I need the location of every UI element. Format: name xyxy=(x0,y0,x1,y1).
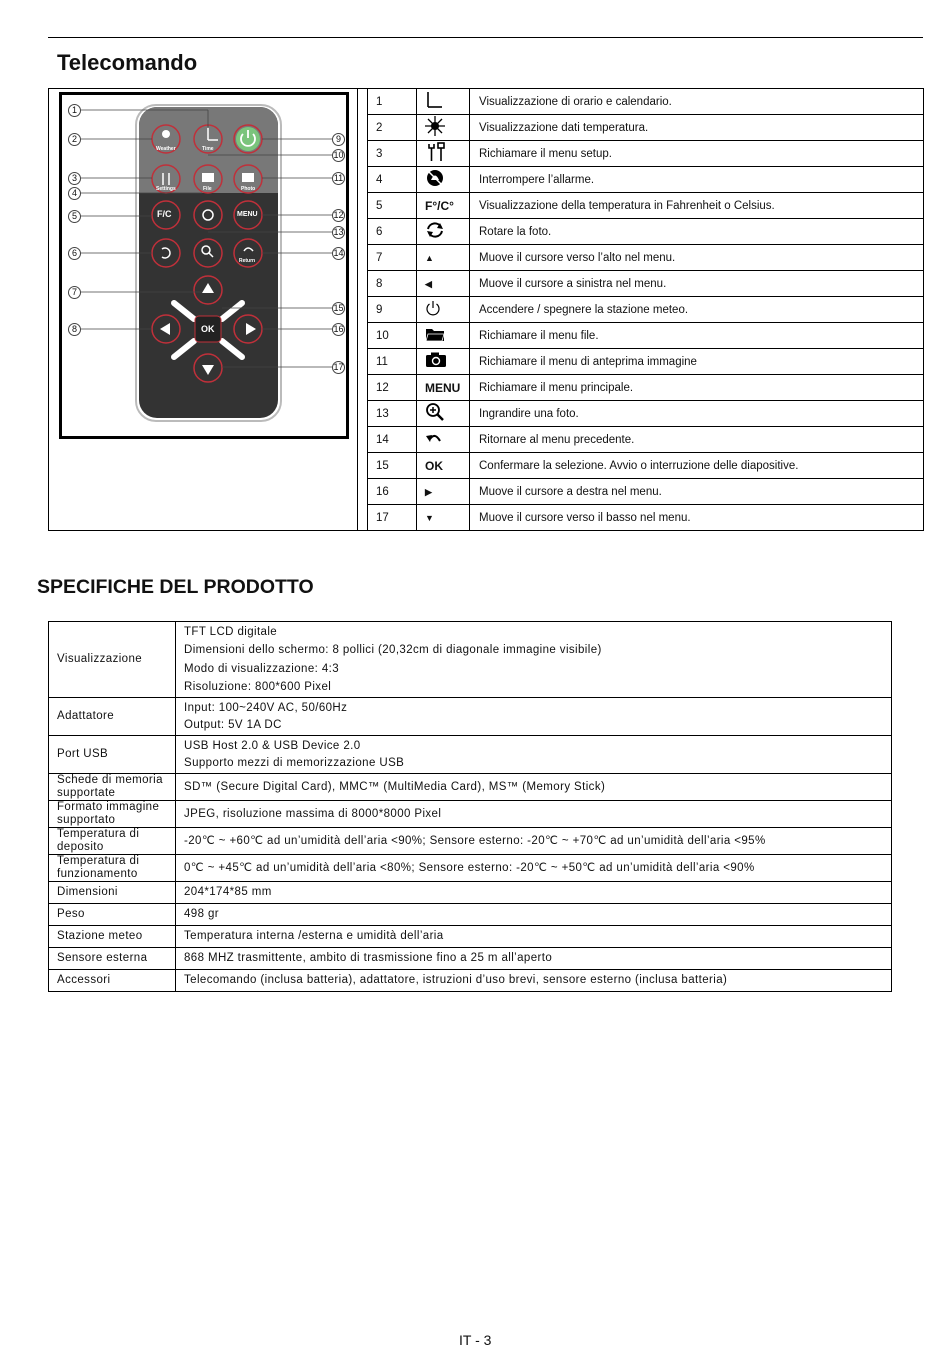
remote-label-fc: F/C xyxy=(157,209,172,219)
camera-icon xyxy=(425,352,447,371)
key-description: Richiamare il menu file. xyxy=(470,323,925,349)
callout-10: 10 xyxy=(333,150,344,160)
spec-row xyxy=(49,904,892,926)
callout-6: 6 xyxy=(68,247,81,260)
spec-label: Peso xyxy=(49,904,176,926)
remote-key-table xyxy=(367,89,924,531)
remote-label-return: Return xyxy=(239,258,256,264)
key-icon-cell xyxy=(417,297,470,323)
callout-4: 4 xyxy=(68,187,81,200)
spec-value xyxy=(176,970,892,992)
fahrenheit-celsius-icon: F°/C° xyxy=(425,198,454,213)
key-row xyxy=(367,453,924,479)
callout-7: 7 xyxy=(68,286,81,299)
remote-section-title: Telecomando xyxy=(57,50,198,75)
spec-label: Adattatore xyxy=(49,698,176,736)
callout-12: 12 xyxy=(333,210,344,220)
spec-value xyxy=(176,855,892,882)
alarm-stop-icon xyxy=(425,168,445,191)
spec-value xyxy=(176,736,892,774)
key-icon-cell xyxy=(417,401,470,427)
specs-title: SPECIFICHE DEL PRODOTTO xyxy=(37,576,314,598)
key-description: Richiamare il menu setup. xyxy=(470,141,925,167)
key-number: 1 xyxy=(367,89,417,115)
spec-row xyxy=(49,774,892,801)
remote-label-time: Time xyxy=(202,146,214,152)
key-description: Visualizzazione dati temperatura. xyxy=(470,115,925,141)
spec-value xyxy=(176,801,892,828)
spec-value-line: 868 MHZ trasmittente, ambito di trasmissione fino a 25 m all’aperto xyxy=(184,952,553,965)
spec-value-line: Risoluzione: 800*600 Pixel xyxy=(184,681,332,693)
spec-value-line: -20℃ ~ +60℃ ad un’umidità dell’aria <90%; Sensore esterno: -20℃ ~ +70℃ ad un’umidità dell’aria <95% xyxy=(184,834,766,847)
callout-14: 14 xyxy=(333,248,344,258)
remote-label-file: File xyxy=(203,186,212,192)
spec-label: Schede di memoria supportate xyxy=(49,774,176,801)
spec-label: Visualizzazione xyxy=(49,622,176,698)
top-rule xyxy=(48,37,923,38)
spec-label: Dimensioni xyxy=(49,882,176,904)
spec-value xyxy=(176,926,892,948)
key-icon-cell xyxy=(417,505,470,531)
spec-value-line: JPEG, risoluzione massima di 8000*8000 Pixel xyxy=(184,807,442,820)
spec-value-line: 0℃ ~ +45℃ ad un’umidità dell’aria <80%; Sensore esterno: -20℃ ~ +50℃ ad un’umidità dell’aria <90% xyxy=(184,861,755,874)
spec-label: Accessori xyxy=(49,970,176,992)
key-icon-cell xyxy=(417,271,470,297)
spec-value-line: Modo di visualizzazione: 4:3 xyxy=(184,662,340,675)
callout-11: 11 xyxy=(333,173,344,183)
spec-value-line: SD™ (Secure Digital Card), MMC™ (MultiMedia Card), MS™ (Memory Stick) xyxy=(184,780,606,793)
spec-row xyxy=(49,736,892,774)
folder-icon xyxy=(425,326,445,345)
key-number: 3 xyxy=(367,141,417,167)
callout-5: 5 xyxy=(68,210,81,223)
key-description: Visualizzazione di orario e calendario. xyxy=(470,89,925,115)
spec-value-line: 498 gr xyxy=(184,908,220,921)
specs-table xyxy=(48,621,892,992)
callout-17: 17 xyxy=(333,362,344,372)
key-row xyxy=(367,297,924,323)
key-row xyxy=(367,193,924,219)
key-number: 2 xyxy=(367,115,417,141)
key-row xyxy=(367,505,924,531)
key-description: Richiamare il menu di anteprima immagine xyxy=(470,349,925,375)
key-number: 10 xyxy=(367,323,417,349)
arrow-left-icon: ◀ xyxy=(425,278,432,289)
key-row xyxy=(367,375,924,401)
key-row xyxy=(367,479,924,505)
key-row xyxy=(367,167,924,193)
spec-value-line: Dimensioni dello schermo: 8 pollici (20,32cm di diagonale immagine visibile) xyxy=(184,644,602,656)
remote-label-menu: MENU xyxy=(237,211,258,218)
zoom-in-icon xyxy=(425,402,445,425)
key-row xyxy=(367,349,924,375)
key-row xyxy=(367,401,924,427)
spec-label: Sensore esterna xyxy=(49,948,176,970)
key-icon-cell xyxy=(417,453,470,479)
key-icon-cell xyxy=(417,427,470,453)
key-icon-cell xyxy=(417,479,470,505)
key-icon-cell xyxy=(417,89,470,115)
weather-sun-icon xyxy=(425,116,445,139)
spec-value-line: Input: 100~240V AC, 50/60Hz xyxy=(184,702,348,714)
key-description: Muove il cursore verso il basso nel menu. xyxy=(470,505,925,531)
menu-text-icon: MENU xyxy=(425,380,461,395)
return-arrow-icon xyxy=(425,431,443,448)
spec-label: Temperatura di funzionamento xyxy=(49,855,176,882)
spec-value-line: Output: 5V 1A DC xyxy=(184,718,282,731)
remote-label-weather: Weather xyxy=(156,146,176,152)
key-icon-cell xyxy=(417,141,470,167)
key-icon-cell xyxy=(417,323,470,349)
spec-label: Formato immagine supportato xyxy=(49,801,176,828)
column-divider xyxy=(357,89,358,530)
time-icon xyxy=(425,91,443,112)
spec-value-line: 204*174*85 mm xyxy=(184,886,272,899)
callout-13: 13 xyxy=(333,227,344,237)
key-row xyxy=(367,323,924,349)
key-row xyxy=(367,427,924,453)
key-number: 12 xyxy=(367,375,417,401)
key-icon-cell xyxy=(417,219,470,245)
key-icon-cell xyxy=(417,349,470,375)
key-description: Richiamare il menu principale. xyxy=(470,375,925,401)
key-row xyxy=(367,271,924,297)
spec-label: Stazione meteo xyxy=(49,926,176,948)
settings-tools-icon xyxy=(425,142,447,165)
remote-label-photo: Photo xyxy=(241,186,256,192)
key-number: 17 xyxy=(367,505,417,531)
spec-value-line: USB Host 2.0 & USB Device 2.0 xyxy=(184,740,361,752)
ok-text-icon: OK xyxy=(425,458,443,473)
key-icon-cell xyxy=(417,115,470,141)
arrow-up-icon: ▲ xyxy=(425,253,434,264)
remote-label-ok: OK xyxy=(201,324,215,334)
key-icon-cell xyxy=(417,375,470,401)
key-number: 14 xyxy=(367,427,417,453)
spec-value xyxy=(176,622,892,698)
key-description: Interrompere l’allarme. xyxy=(470,167,925,193)
key-description: Muove il cursore a destra nel menu. xyxy=(470,479,925,505)
key-icon-cell xyxy=(417,193,470,219)
spec-row xyxy=(49,970,892,992)
callout-1: 1 xyxy=(68,104,81,117)
key-row xyxy=(367,245,924,271)
spec-row xyxy=(49,882,892,904)
callout-3: 3 xyxy=(68,172,81,185)
key-icon-cell xyxy=(417,167,470,193)
spec-value xyxy=(176,948,892,970)
page-number: IT - 3 xyxy=(459,1332,492,1348)
spec-row xyxy=(49,855,892,882)
key-description: Accendere / spegnere la stazione meteo. xyxy=(470,297,925,323)
key-description: Ritornare al menu precedente. xyxy=(470,427,925,453)
callout-15: 15 xyxy=(333,303,344,313)
key-row xyxy=(367,219,924,245)
spec-value xyxy=(176,882,892,904)
spec-value-line: TFT LCD digitale xyxy=(184,625,278,638)
spec-row xyxy=(49,801,892,828)
key-icon-cell xyxy=(417,245,470,271)
callout-16: 16 xyxy=(333,324,344,334)
spec-value-line: Telecomando (inclusa batteria), adattatore, istruzioni d’uso brevi, sensore esterno (inclusa batteria) xyxy=(184,974,728,987)
spec-row xyxy=(49,828,892,855)
rotate-icon xyxy=(425,221,445,242)
key-description: Rotare la foto. xyxy=(470,219,925,245)
spec-row xyxy=(49,926,892,948)
spec-value xyxy=(176,828,892,855)
key-number: 16 xyxy=(367,479,417,505)
remote-label-settings: Settings xyxy=(156,186,176,192)
spec-label: Port USB xyxy=(49,736,176,774)
key-row xyxy=(367,89,924,115)
spec-value xyxy=(176,904,892,926)
key-number: 5 xyxy=(367,193,417,219)
callout-8: 8 xyxy=(68,323,81,336)
key-row xyxy=(367,115,924,141)
key-number: 15 xyxy=(367,453,417,479)
spec-label: Temperatura di deposito xyxy=(49,828,176,855)
spec-value-line: Temperatura interna /esterna e umidità dell’aria xyxy=(184,930,444,943)
key-description: Confermare la selezione. Avvio o interruzione delle diapositive. xyxy=(470,453,925,479)
key-number: 13 xyxy=(367,401,417,427)
spec-value xyxy=(176,698,892,736)
callout-2: 2 xyxy=(68,133,81,146)
arrow-down-icon: ▼ xyxy=(425,513,434,524)
key-description: Visualizzazione della temperatura in Fahrenheit o Celsius. xyxy=(470,193,925,219)
spec-row xyxy=(49,948,892,970)
key-number: 4 xyxy=(367,167,417,193)
spec-value xyxy=(176,774,892,801)
remote-section xyxy=(48,88,924,531)
spec-row xyxy=(49,698,892,736)
power-icon xyxy=(425,300,441,319)
callout-9: 9 xyxy=(332,133,345,146)
key-number: 8 xyxy=(367,271,417,297)
remote-illustration xyxy=(59,92,349,439)
arrow-right-icon: ▶ xyxy=(425,486,432,497)
spec-value-line: Supporto mezzi di memorizzazione USB xyxy=(184,756,405,769)
key-description: Muove il cursore a sinistra nel menu. xyxy=(470,271,925,297)
key-number: 7 xyxy=(367,245,417,271)
spec-row xyxy=(49,622,892,698)
key-description: Muove il cursore verso l’alto nel menu. xyxy=(470,245,925,271)
key-number: 11 xyxy=(367,349,417,375)
key-number: 9 xyxy=(367,297,417,323)
key-row xyxy=(367,141,924,167)
key-number: 6 xyxy=(367,219,417,245)
key-description: Ingrandire una foto. xyxy=(470,401,925,427)
